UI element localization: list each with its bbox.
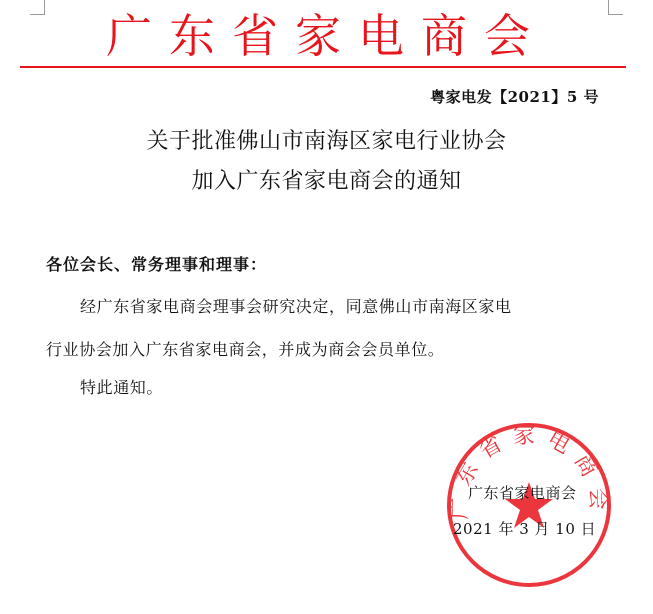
letterhead-divider <box>20 66 626 68</box>
document-number: 粤家电发【2021】5 号 <box>430 88 599 106</box>
document-title-line-2: 加入广东省家电商会的通知 <box>191 169 462 194</box>
body-paragraph-line-2: 行业协会加入广东省家电商会，并成为商会会员单位。 <box>46 340 445 359</box>
signature-organization: 广东省家电商会 <box>468 484 577 502</box>
official-seal <box>444 420 614 590</box>
signature-date: 2021 年 3 月 10 日 <box>453 520 597 538</box>
letterhead-title: 广东省家电商会 <box>106 9 547 63</box>
salutation: 各位会长、常务理事和理事： <box>46 255 268 274</box>
seal-text: 广东省家电商会 <box>447 423 611 520</box>
document-title-line-1: 关于批准佛山市南海区家电行业协会 <box>146 129 507 154</box>
body-paragraph-line-1: 经广东省家电商会理事会研究决定，同意佛山市南海区家电 <box>80 297 512 316</box>
closing-line: 特此通知。 <box>80 378 164 397</box>
